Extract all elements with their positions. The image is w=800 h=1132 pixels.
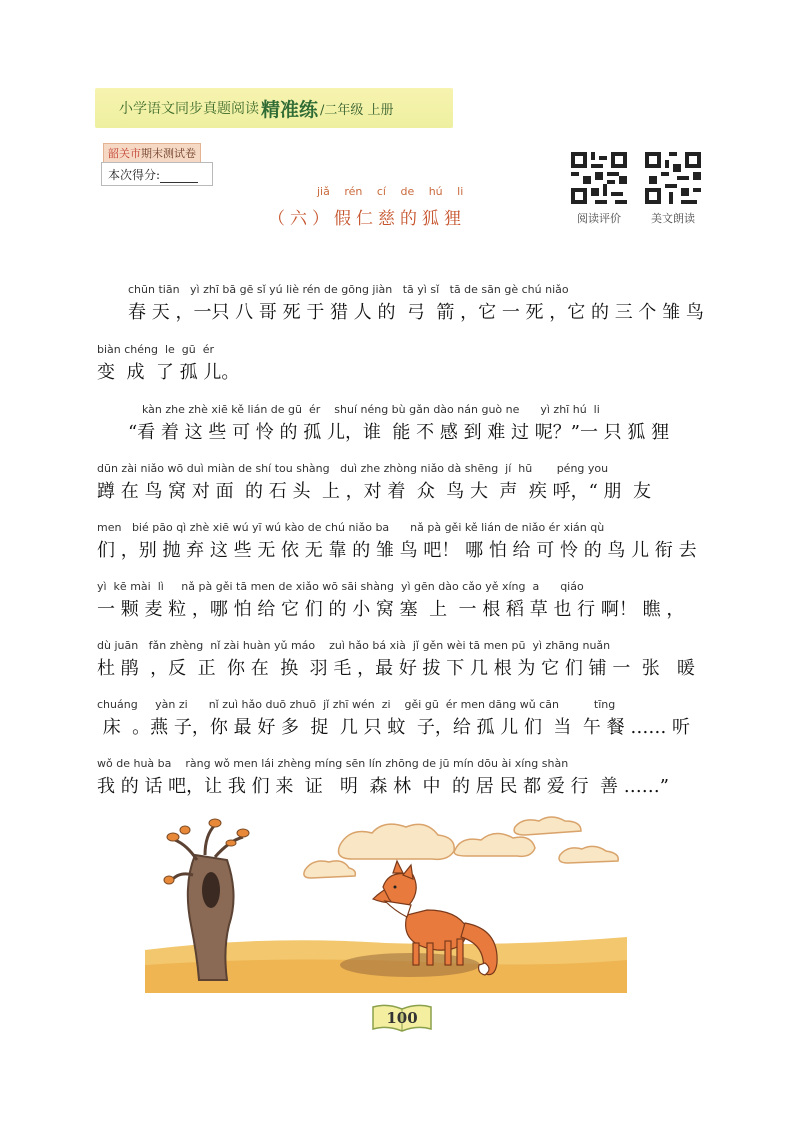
exam-tag [103, 143, 201, 163]
series-banner [95, 88, 453, 128]
qr-label-review: 阅读评价 [577, 212, 621, 225]
score-box [101, 162, 213, 186]
score-blank[interactable] [160, 169, 198, 183]
qr-code-icon[interactable] [645, 152, 701, 204]
score-label: 本次得分: [108, 168, 161, 182]
page-title: （六）假仁慈的狐狸 [268, 209, 466, 229]
pinyin-line: dūn zài niǎo wō duì miàn de shí tou shàng duì zhe zhòng niǎo dà shēng jí hū péng you [97, 462, 609, 475]
pinyin-line: biàn chéng le gū ér [97, 343, 215, 356]
title-pinyin: jiǎ rén cí de hú li [317, 185, 464, 198]
exam-name: 期末测试卷 [141, 147, 196, 160]
series-bold-title: 精准练 [261, 98, 319, 121]
pinyin-line: chuáng yàn zi nǐ zuì hǎo duō zhuō jǐ zhī wén zi gěi gū ér men dāng wǔ cān tīng [97, 698, 616, 711]
series-title: 小学语文同步真题阅读 [119, 101, 259, 117]
grade-label: /二年级 上册 [320, 102, 394, 118]
text-line: 们 ，别 抛 弃 这 些 无 依 无 靠 的 雏 鸟 吧！ 哪 怕 给 可 怜 的 鸟 儿 衔 去 [97, 540, 697, 561]
text-line: 变 成 了 孤 儿。 [97, 362, 240, 383]
exam-city: 韶关市 [108, 147, 141, 160]
fox-illustration [145, 815, 627, 993]
text-line: 蹲 在 鸟 窝 对 面 的 石 头 上 ，对 着 众 鸟 大 声 疾 呼，“ 朋 友 [97, 481, 651, 502]
text-line: 我 的 话 吧，让 我 们 来 证 明 森 林 中 的 居 民 都 爱 行 善 ……” [97, 776, 669, 797]
pinyin-line: chūn tiān yì zhī bā gē sǐ yú liè rén de gōng jiàn tā yì sǐ tā de sān gè chú niǎo [128, 283, 569, 296]
pinyin-line: dù juān fǎn zhèng nǐ zài huàn yǔ máo zuì hǎo bá xià jǐ gěn wèi tā men pū yì zhāng nuǎn [97, 639, 611, 652]
qr-label-reading: 美文朗读 [651, 212, 695, 225]
text-line: 床 。燕 子，你 最 好 多 捉 几 只 蚊 子，给 孤 儿 们 当 午 餐 …… 听 [97, 717, 691, 738]
qr-code-icon[interactable] [571, 152, 627, 204]
text-line: 杜 鹃 ，反 正 你 在 换 羽 毛 ，最 好 拔 下 几 根 为 它 们 铺 一 张 暖 [97, 658, 695, 679]
text-line: “看 着 这 些 可 怜 的 孤 儿，谁 能 不 感 到 难 过 呢？”一 只 狐 狸 [128, 422, 670, 443]
page-number: 100 [386, 1009, 418, 1027]
pinyin-line: men bié pāo qì zhè xiē wú yī wú kào de chú niǎo ba nǎ pà gěi kě lián de niǎo ér xián qù [97, 521, 605, 534]
pinyin-line: yì kē mài lì nǎ pà gěi tā men de xiǎo wō sāi shàng yì gēn dào cǎo yě xíng a qiáo [97, 580, 584, 593]
text-line: 春 天 ，一只 八 哥 死 于 猎 人 的 弓 箭 ，它 一 死 ，它 的 三 个 雏 鸟 [128, 302, 704, 323]
text-line: 一 颗 麦 粒 ，哪 怕 给 它 们 的 小 窝 塞 上 一 根 稻 草 也 行 啊！ 瞧 ， [97, 599, 685, 620]
pinyin-line: kàn zhe zhè xiē kě lián de gū ér shuí néng bù gǎn dào nán guò ne yì zhī hú li [142, 403, 600, 416]
pinyin-line: wǒ de huà ba ràng wǒ men lái zhèng míng sēn lín zhōng de jū mín dōu ài xíng shàn [97, 757, 569, 770]
